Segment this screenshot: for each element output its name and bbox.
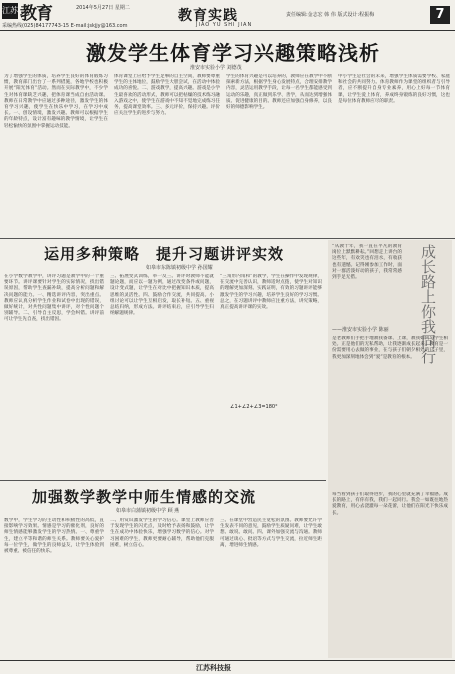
article-divider: [0, 238, 455, 239]
page-footer: [0, 660, 455, 674]
article-3-column-1: 数学中，学生学习的主动性和积极性的高低，直接影响学习效果。情感是学习的催化剂，良好的师生情感能够激发学生的学习热情。一、尊重学生，建立平等和谐的师生关系。教师要关心爱护每一位学生，做学生的良师益友，让学生体验到被尊重、被信任的快乐。: [4, 518, 104, 555]
footer-paper-name: 江苏科技报: [196, 664, 231, 672]
article-2-column-3: “三角形内角和”的教学，学生在操作中发现规律，在交流中完善认识，教师适时点拨，使学生对知识的理解更加深刻。实践证明，有效的习题讲评能够激发学生的学习兴趣，培养学生良好的学习习惯。总之，在习题讲评中教师应注重方法，讲究策略，真正提高讲评课的实效。: [220, 274, 322, 311]
sidebar-byline: ——淮安市实验小学 陈丽: [332, 327, 389, 333]
angle-sum-formula: ∠1+∠2+∠3=180°: [230, 404, 278, 410]
article-divider: [0, 480, 326, 481]
section-pinyin: JIAO YU SHI JIAN: [196, 22, 253, 28]
article-3-column-3: 三、在课堂中营造民主宽松的氛围。教师要允许学生发表不同的意见，鼓励学生质疑问难，让学生敢想、敢说、敢问。四、课外加强交流与沟通。教师可通过谈心、批语等方式与学生交流，拉近师生距离，增进师生情感。: [220, 518, 322, 548]
newspaper-logo: [2, 2, 72, 24]
masthead-rule: [0, 30, 455, 31]
section-title: 教育实践: [178, 8, 238, 24]
article-2-column-1: 在小学数学教学中，讲评习题是教学中的一个重要环节。讲评课要针对学生的实际情况，找出错误原因，帮助学生查漏补缺，提高分析问题和解决问题的能力。一、精选讲评内容，突出重点。教师应认真分析学生作业和试卷中出现的错误，做好统计，对共性问题集中讲评，对个性问题个别辅导。二、引导自主反思，学会纠错。讲评前可让学生先自查，找出错因。: [4, 274, 104, 323]
article-2-headline: 运用多种策略 提升习题讲评实效: [44, 245, 285, 263]
article-2-byline: 如皋市东陈镇初级中学 孙国耀: [146, 265, 213, 271]
sidebar-paragraph-3: 每当看到孩子们取得进步，我的心里就充满了幸福感。成长的路上，有你有我，我们一起同行。我会一如既往地热爱教育，用心去浇灌每一朵花蕾，让他们在阳光下快乐成长。: [332, 492, 448, 516]
article-1-byline: 淮安市实验小学 刘德茂: [190, 65, 242, 71]
sidebar-title: 成长路上你我同行: [419, 244, 437, 364]
issue-date: 2014年5月27日 星期二: [76, 5, 130, 11]
article-1-column-1: 为了增强学生的体质，培养学生良好的体育锻炼习惯，教育部门出台了一系列措施，各地学校也积极开展“阳光体育”活动。然而在实际教学中，不少学生对体育课缺乏兴趣，把体育课当成自由活动课。教师在日常教学中应通过多种途径，激发学生的体育学习兴趣，使学生在快乐中学习，在学习中成长。一、创设情境，激发兴趣。教师可以根据学生的年龄特点，设计富有趣味的教学情境，让学生在轻松愉快的氛围中掌握运动技能。: [4, 74, 108, 129]
article-1-column-2: 体育课堂上应给予学生足够的自主空间，教师要尊重学生的主体地位，鼓励学生大胆尝试，在活动中体验成功的喜悦。二、游戏教学，提高兴趣。游戏是小学生最喜欢的活动形式，教师可以把枯燥的技术练习融入游戏之中，使学生在游戏中不知不觉地完成练习任务，提高课堂效率。三、多元评价，保持兴趣。评价应关注学生的进步与努力。: [114, 74, 220, 117]
article-3-column-2: 二、用赏识激发学生的学习信心。课堂上教师应善于发现学生的闪光点，及时给予表扬和鼓励，让学生在成功中体验快乐，增强学习数学的信心。对学习困难的学生，教师更要耐心辅导，帮助他们克服困难，树立信心。: [110, 518, 214, 548]
footer-rule: [0, 660, 455, 661]
editorial-hotline: 采编热线(025)84177743-15 E-mail:jskjjy@163.com: [2, 23, 128, 29]
article-1-headline: 激发学生体育学习兴趣策略浅析: [86, 41, 380, 65]
article-3-headline: 加强数学教学中师生情感的交流: [32, 488, 257, 506]
article-3-byline: 如皋市白蒲镇初级中学 顾 燕: [116, 508, 180, 514]
masthead: [0, 0, 455, 30]
sidebar-paragraph-1: “从教十年，我一直在平凡的教育岗位上默默耕耘。”回想走上讲台的这些年，有欢笑也有泪水，有收获也有遗憾。记得刚参加工作时，面对一群活泼好动的孩子，我常常感到手足无措。: [332, 244, 402, 281]
article-1-column-4: 中小学生是社会的未来，增强学生体质需要学校、家庭和社会的共同努力。体育教师作为课堂的组织者与引导者，应不断提升自身专业素养，用心上好每一节体育课，让学生爱上体育，养成终身锻炼的良好习惯，这也是每位体育教师应尽的职责。: [338, 74, 450, 104]
logo-text: 教育: [20, 3, 52, 24]
page-number: 7: [430, 6, 450, 24]
sidebar-paragraph-2: 是老教师们手把手地教我备课、上课，教我如何与学生相处。正是他们的无私帮助，让我逐渐成长起来。教育是一份需要用心去做的事业，在与孩子们朝夕相处的日子里，我更加深刻地体会到“爱”是教育的根本。: [332, 336, 448, 360]
article-1-column-3: 学生的体育兴趣是可以培养的，教师应在教学中不断探索新方法，根据学生身心发展特点，合理安排教学内容，灵活运用教学手段，让每一名学生都能感受到运动的乐趣，真正做到乐学、善学，从而达到增强体质、促进健康的目的。教师还应加强自身修养，以良好的师德影响学生。: [226, 74, 332, 111]
logo-mark: 江苏: [2, 3, 18, 19]
article-2-column-2: 三、拓展变式训练，举一反三。讲评时教师不能就题论题，而应以一题为例，通过改变条件或问题，设计变式题，让学生在对比中把握知识本质，提高思维的灵活性。四、鼓励合作交流，共同提高。小组讨论可以让学生互相启发，取长补短。五、重视总结归纳，形成方法。讲评结束后，应引导学生归纳解题规律。: [110, 274, 214, 317]
editor-credits: 责任编辑:金志宏 韩 伟 版式设计:程振梅: [286, 12, 375, 18]
